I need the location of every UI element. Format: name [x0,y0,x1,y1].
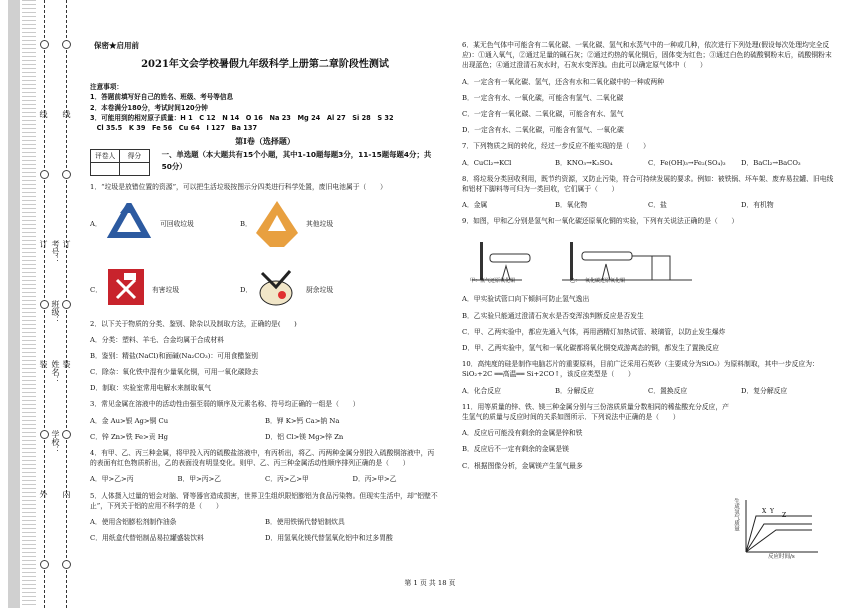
score-table [90,149,150,176]
binding-hole-icon [40,300,49,309]
q9-option-a: A．甲实验试管口向下倾斜可防止氢气逸出 [462,295,590,304]
other-waste-icon [254,199,300,249]
binding-hole-icon [62,300,71,309]
hazardous-waste-icon [106,267,146,307]
q11-option-a: A．反应后可能没有剩余的金属是锌和铁 [462,429,583,438]
q3-option-c: C．锌 Zn>铁 Fe>贡 Hg [90,432,169,441]
question-10-stem: 10．高纯度的硅是制作电脑芯片的重要原料，目前广泛采用石英砂（主要成分为SiO₂）为原料制取，其中一步反应为：SiO₂+2C ══高温══ Si+2CO↑，该反应类型是（ ） [462,360,819,379]
kitchen-waste-icon [254,263,298,311]
q7-option-c: C．Fe(OH)₃→Fe₂(SO₄)₃ [648,158,726,167]
notes-block [90,82,440,133]
inner-binding-band [22,0,36,608]
score-row [90,149,440,176]
fig-label-1: 甲：氢气还原氧化铜 [470,278,516,285]
right-column [462,40,834,477]
outer-mark-outer: 外 [39,490,48,498]
q4-option-c: C．丙>乙>甲 [265,475,309,484]
q1-option-c-letter: C． [90,285,102,294]
inner-mark-order: 订 [62,240,71,248]
q7-options-row [462,158,834,168]
graph-mark-y: Y [770,508,774,515]
q10-option-d: D．复分解反应 [741,386,788,395]
outer-mark-order: 订 [39,240,48,248]
q5-option-a: A．使用含铝膨松剂制作油条 [90,517,177,526]
q7-option-a: A．CuCl₂→KCl [462,158,512,167]
q1-option-c-text: 有害垃圾 [152,285,180,294]
q9-apparatus-figure [462,232,834,288]
secret-mark: 保密★启用前 [94,41,139,50]
q8-options-row [462,200,834,210]
q11-graph [732,496,822,576]
q5-option-b: B．使用铁锅代替铝制炊具 [265,517,345,526]
q1-option-a-text: 可回收垃圾 [160,219,194,228]
binding-hole-icon [40,170,49,179]
inner-mark-line: 线 [62,110,71,118]
q6-option-c: C．一定含有一氧化碳、二氧化碳，可能含有水、氢气 [462,109,624,118]
q3-options-row1 [90,416,440,426]
class-label: 班级： [51,300,60,324]
q11-option-c: C．根据图像分析，金属镁产生氢气最多 [462,461,583,470]
q8-option-c: C．盐 [648,201,667,210]
q4-option-d: D．丙>甲>乙 [352,475,397,484]
binding-hole-icon [62,560,71,569]
q6-option-a: A．一定含有一氧化碳、氢气，还含有水和二氧化碳中的一种或两种 [462,77,665,86]
q1-option-d-text: 厨余垃圾 [306,285,334,294]
section-heading: 一、单选题（本大题共有15个小题，其中1-10题每题3分，11-15题每题4分；共50分） [161,150,432,171]
note-item: Cl 35.5 K 39 Fe 56 Cu 64 I 127 Ba 137 [90,124,258,133]
question-9-stem: 9．如图，甲和乙分别是氢气和一氧化碳还原氧化铜的实验，下列有关说法正确的是（ ） [462,217,739,226]
q3-options-row2 [90,432,440,442]
graph-mark-x: X [762,508,767,515]
q2-option-b: B．鉴别：精盐(NaCl)和面碱(Na₂CO₃)：可用食醋鉴别 [90,351,258,360]
q8-option-b: B．氧化物 [555,201,588,210]
question-1-options [90,199,440,319]
school-label: 学校： [51,430,60,454]
q4-option-a: A．甲>乙>丙 [90,475,134,484]
q2-option-d: D．制取：实验室常用电解水来制取氧气 [90,384,211,393]
q11-option-b: B．反应后不一定有剩余的金属是镁 [462,445,569,454]
question-2-stem: 2．以下关于物质的分类、鉴别、除杂以及制取方法，正确的是( ) [90,319,297,328]
outer-binding-band [8,0,20,608]
q5-options-row1 [90,517,440,527]
inner-mark-inner: 内 [62,490,71,498]
q7-option-b: B．KNO₃→K₂SO₄ [555,158,613,167]
q8-option-d: D．有机物 [741,201,774,210]
q10-option-b: B．分解反应 [555,386,594,395]
q4-options-row [90,474,440,484]
graph-x-label: 反应时间/s [768,554,795,560]
q3-option-b: B．钾 K>钙 Ca>钠 Na [265,416,340,425]
binding-hole-icon [40,40,49,49]
q9-option-c: C．甲、乙两实验中，都应先通入气体，再用酒精灯加热试管、玻璃管，以防止发生爆炸 [462,327,726,336]
binding-hole-icon [62,170,71,179]
q8-option-a: A．金属 [462,201,488,210]
graph-y-label: 生成氢气质量 [733,498,739,531]
question-6-stem: 6．某无色气体中可能含有二氧化碳、一氧化碳、氢气和水蒸气中的一种或几种，依次进行下列处理(假设每次处理均完全反应)：①通入氧气，②通过足量的碱石灰；②通过灼热的氧化铜后，固体变为红色；③通过白色的硫酸铜粉末后，硫酸铜粉末出现蓝色；④通过澄清石灰水时，石灰水变浑浊。由此可以确定原气体中（ ） [462,41,832,70]
question-3-stem: 3．常见金属在溶液中的活动性由强至弱的顺序及元素名称、符号均正确的一组是（ ） [90,400,360,409]
grader-header: 评卷人 [91,150,120,163]
inner-mark-bind: 装 [62,360,71,368]
fig-label-2: 乙：一氧化碳还原氧化铜 [570,278,626,285]
notes-heading: 注意事项： [90,83,123,92]
grader-cell [91,163,120,176]
q3-option-d: D．铝 Cl>镁 Mg>锌 Zn [265,432,344,441]
left-column [90,40,440,549]
recycle-icon [106,203,152,247]
q5-option-c: C．用纸盒代替铝制品易拉罐盛装饮料 [90,534,204,543]
question-11-stem: 11．用等质量的锌、铁、镁三种金属分别与三份溶质质量分数相同的稀盐酸充分反应，产生氢气的质量与反应时间的关系如图所示．下列说法中正确的是（ ） [462,402,729,421]
question-5-stem: 5．人体摄入过量的铝会对脑、肾等器官造成损害，世界卫生组织限铝膨铝为食品污染物。但现实生活中，却“铝壁不止”，下列关于铝的应用不科学的是（ ） [90,491,438,510]
question-1-stem: 1．“垃圾是放错位置的资源”，可以把生活垃圾按图示分四类进行科学处置，废旧电池属于（ ） [90,183,387,192]
page-title: 2021年文会学校暑假九年级科学上册第二章阶段性测试 [141,59,389,71]
page-footer: 第 1 页 共 18 页 [404,579,456,587]
binding-hole-icon [62,430,71,439]
question-8-stem: 8．将垃圾分类回收利用，既节约资源，又防止污染，符合可持续发展的要求。例如：被铁锅、坏车架、废弃易拉罐、旧电线和铝材下脚料等可归为一类回收，它们属于（ ） [462,174,834,193]
q6-option-b: B．一定含有水、一氧化碳，可能含有氢气、二氧化碳 [462,93,624,102]
q6-option-d: D．一定含有水、二氧化碳，可能含有氢气、一氧化碳 [462,126,624,135]
binding-hole-icon [62,40,71,49]
note-item: 3．可能用到的相对原子质量：H 1 C 12 N 14 O 16 Na 23 Mg 24 Al 27 Si 28 S 32 [90,113,394,122]
question-7-stem: 7．下列物质之间的转化，经过一步反应不能实现的是（ ） [462,142,650,151]
note-item: 1．答题前填写好自己的姓名、班级、考号等信息 [90,93,234,102]
q4-option-b: B．甲>丙>乙 [177,475,222,484]
q5-option-d: D．用氢氧化镁代替氢氧化铝中和过多胃酸 [265,534,393,543]
q9-option-d: D．甲、乙两实验中，氢气和一氧化碳都将氧化铜变成游离态的铜，都发生了置换反应 [462,344,719,352]
q10-option-c: C．置换反应 [648,386,688,395]
volume-title: 第Ⅰ卷（选择题） [235,136,295,147]
graph-mark-z: Z [782,512,787,519]
hydrogen-mass-graph [732,496,822,560]
q2-option-a: A．分类：塑料、羊毛、合金均属于合成材料 [90,335,225,344]
q1-option-b-text: 其他垃圾 [306,219,334,228]
binding-margin [0,0,78,608]
q2-option-c: C．除杂：氧化铁中混有少量氧化铜，可用一氧化碳除去 [90,368,259,377]
q3-option-a: A．金 Au>银 Ag>铜 Cu [90,416,169,425]
name-label: 姓名： [51,360,60,384]
exam-no-label: 考号： [51,240,60,264]
outer-mark-bind: 装 [39,360,48,368]
q1-option-a-letter: A． [90,219,102,228]
q10-options-row [462,386,834,396]
q1-option-d-letter: D． [240,285,253,294]
binding-hole-icon [40,430,49,439]
q10-option-a: A．化合反应 [462,386,501,395]
binding-hole-icon [40,560,49,569]
q5-options-row2 [90,533,440,543]
q1-option-b-letter: B． [240,219,252,228]
note-item: 2．本卷满分180分，考试时间120分钟 [90,103,208,112]
question-4-stem: 4．有甲、乙、丙三种金属，将甲投入丙的硫酸盐溶液中，有丙析出，将乙、丙两种金属分别投入硫酸铜溶液中，丙的表面有红色物质析出，乙的表面没有明显变化。则甲、乙、丙三种金属活动性顺序排列正确的是（ ） [90,449,435,468]
score-cell [120,163,149,176]
q7-option-d: D．BaCl₂→BaCO₃ [741,158,801,167]
q9-option-b: B．乙实验只能通过澄清石灰水是否变浑浊判断反应是否发生 [462,311,644,320]
score-header: 得分 [120,150,149,163]
outer-mark-line: 线 [39,110,48,118]
